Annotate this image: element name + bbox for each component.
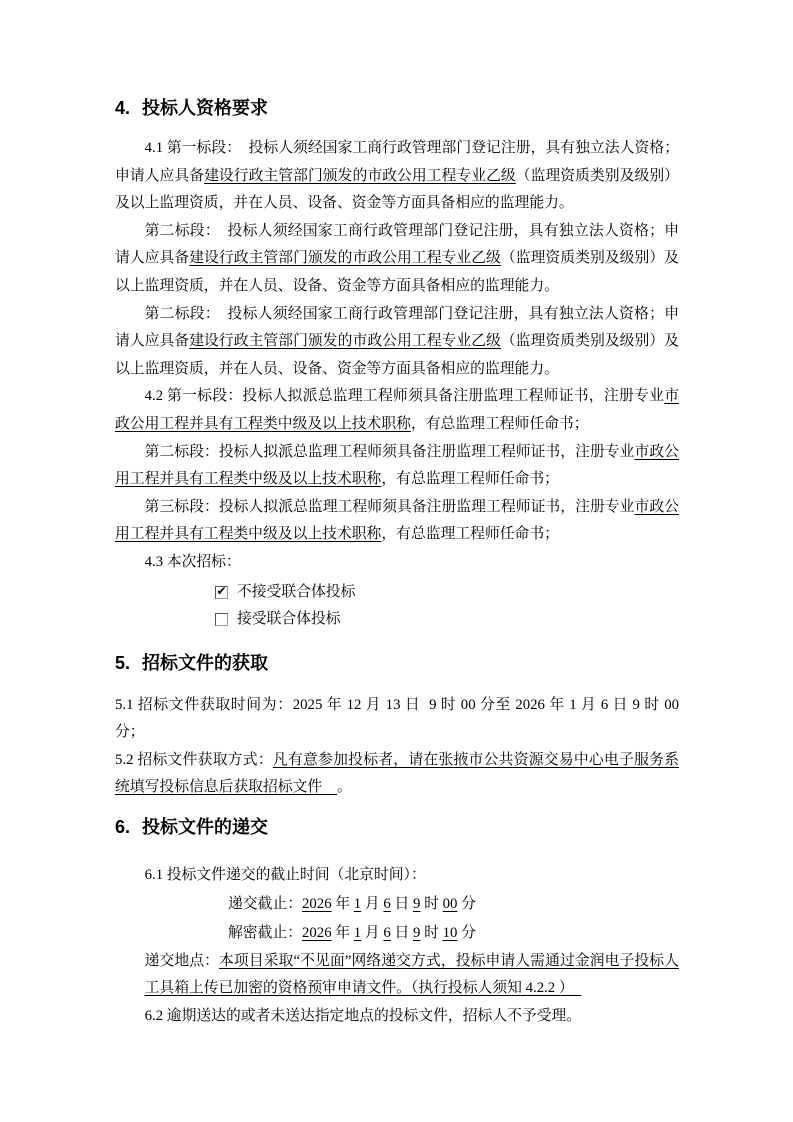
deadline-label: 递交截止：: [228, 895, 302, 912]
para-text: （监理资质类别及级别）及以上监理资质，并在人员、设备、资金等方面具备相应的监理能力。: [115, 250, 679, 294]
para-text: （监理资质类别及级别）及以上监理资质，并在人员、设备、资金等方面具备相应的监理能力。: [115, 333, 679, 377]
checkbox-label-consortium: 接受联合体投标: [237, 611, 341, 628]
submit-location-para: [145, 948, 679, 1003]
para-text: 4.3 本次招标：: [144, 553, 241, 570]
para-4-1-lot2: [115, 218, 679, 301]
deadline-minute: 00: [442, 895, 458, 912]
section-4-heading: [115, 95, 679, 121]
deadline-day: 6: [383, 895, 391, 912]
para-text: 第二标段： 投标人须经国家工商行政管理部门登记注册，具有独立法人资格；申请人应具备: [115, 222, 679, 267]
section-6-number: 6.: [115, 817, 131, 838]
section-4-number: 4.: [115, 98, 131, 118]
engineer-specialty-underline: 市政公用工程并具有工程类中级及以上技术职称: [115, 498, 679, 543]
para-4-1-lot2-repeat: [115, 301, 679, 384]
qualification-underline: 建设行政主管部门颁发的市政公用工程专业乙级: [189, 333, 501, 350]
checkbox-consortium[interactable]: [215, 613, 228, 626]
option-row-no-consortium: [215, 579, 679, 607]
para-text: 5.2 招标文件获取方式：: [115, 751, 273, 768]
deadline-month: 1: [353, 895, 362, 912]
unit-year: 年: [331, 895, 354, 912]
deadline-hour: 9: [413, 924, 421, 941]
unit-minute: 分: [457, 895, 476, 912]
para-text: 第二标段：投标人拟派总监理工程师须具备注册监理工程师证书，注册专业: [144, 443, 635, 460]
deadline-year: 2026: [302, 895, 332, 912]
deadline-hour: 9: [413, 895, 421, 912]
engineer-specialty-underline: 市政公用工程并具有工程类中级及以上技术职称: [115, 388, 679, 432]
para-text: 5.1 招标文件获取时间为：2025 年 12 月 13 日 9 时 00 分至 2026 年 1 月 6 日 9 时 00 分；: [115, 696, 683, 741]
unit-hour: 时: [420, 895, 443, 912]
para-4-2-lot2: [115, 439, 679, 494]
para-text: ，有总监理工程师任命书；: [381, 471, 559, 488]
section-5-number: 5.: [115, 652, 131, 673]
deadline-day: 6: [383, 924, 391, 941]
decrypt-deadline-line: [228, 919, 679, 948]
section-6-title: 投标文件的递交: [142, 817, 268, 838]
engineer-specialty-underline: 市政公用工程并具有工程类中级及以上技术职称: [115, 443, 679, 488]
para-5-1: [115, 692, 683, 747]
para-4-2-lot3: [115, 494, 679, 549]
para-6-1: [115, 862, 679, 890]
unit-day: 日: [390, 924, 414, 941]
location-label: 递交地点：: [144, 952, 220, 969]
checkbox-label-no-consortium: 不接受联合体投标: [237, 583, 356, 600]
qualification-underline: 建设行政主管部门颁发的市政公用工程专业乙级: [189, 250, 501, 267]
para-5-2: [115, 747, 679, 802]
unit-year: 年: [331, 924, 354, 941]
option-row-consortium: [215, 606, 679, 634]
para-text: 。: [336, 779, 352, 796]
check-icon: ✔: [216, 584, 227, 599]
para-4-2-lot1: [115, 383, 679, 438]
para-text: 6.1 投标文件递交的截止时间（北京时间）：: [144, 867, 426, 884]
para-text: 第二标段： 投标人须经国家工商行政管理部门登记注册，具有独立法人资格；申请人应具备: [115, 305, 679, 350]
para-text: ，有总监理工程师任命书；: [410, 415, 589, 432]
section-6-heading: [115, 814, 679, 840]
submit-deadline-line: [228, 890, 679, 919]
para-text: 6.2 逾期送达的或者未送达指定地点的投标文件，招标人不予受理。: [144, 1007, 582, 1024]
para-6-2: [115, 1003, 679, 1031]
qualification-underline: 建设行政主管部门颁发的市政公用工程专业乙级: [204, 167, 516, 184]
unit-day: 日: [390, 895, 414, 912]
unit-month: 月: [361, 924, 384, 941]
deadline-month: 1: [353, 924, 362, 941]
unit-hour: 时: [420, 924, 443, 941]
location-underline: 本项目采取“不见面”网络递交方式，投标申请人需通过金润电子投标人工具箱上传已加密的资格预审申请文件。（执行投标人须知 4.2.2 ）: [144, 952, 679, 997]
para-text: （监理资质类别及级别）及以上监理资质，并在人员、设备、资金等方面具备相应的监理能力。: [115, 167, 679, 212]
para-text: 4.1 第一标段： 投标人须经国家工商行政管理部门登记注册，具有独立法人资格；申请人应具备: [115, 140, 679, 184]
para-4-3: [115, 549, 679, 577]
consortium-options: [115, 579, 679, 634]
section-4-title: 投标人资格要求: [142, 98, 268, 118]
deadline-year: 2026: [302, 924, 332, 941]
para-text: 第三标段：投标人拟派总监理工程师须具备注册监理工程师证书，注册专业: [144, 498, 635, 515]
deadline-label: 解密截止：: [228, 924, 302, 941]
para-text: ，有总监理工程师任命书；: [381, 526, 559, 543]
section-5-title: 招标文件的获取: [142, 652, 268, 673]
obtain-method-underline: 凡有意参加投标者，请在张掖市公共资源交易中心电子服务系统填写投标信息后获取招标文件: [115, 751, 679, 796]
deadline-minute: 10: [442, 924, 458, 941]
para-4-1-lot1: [115, 135, 679, 218]
unit-minute: 分: [457, 924, 476, 941]
para-text: 4.2 第一标段：投标人拟派总监理工程师须具备注册监理工程师证书，注册专业: [144, 388, 665, 405]
section-5-heading: [115, 650, 679, 676]
unit-month: 月: [361, 895, 384, 912]
checkbox-no-consortium[interactable]: [215, 586, 228, 599]
